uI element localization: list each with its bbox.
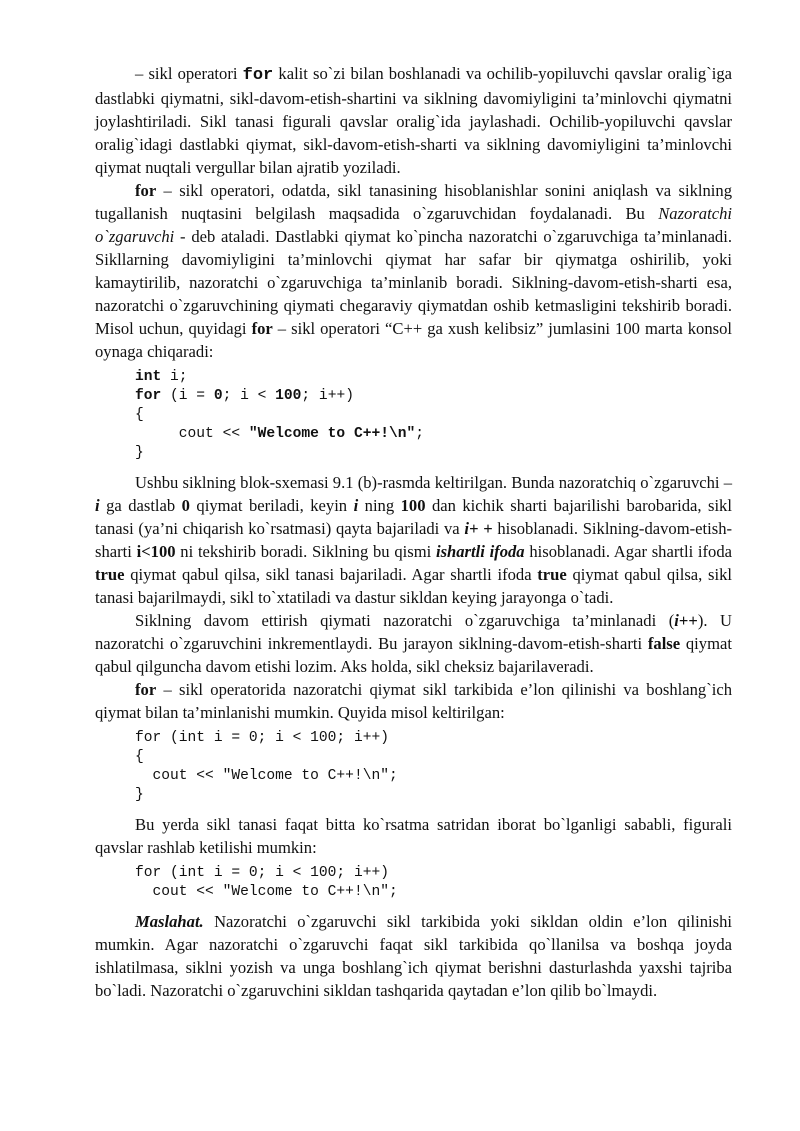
keyword-for: for [135, 680, 157, 699]
term-control-variable: Nazoratchi o`zgaruvchi [95, 204, 732, 246]
advice-label: Maslahat. [135, 912, 204, 931]
paragraph-advice: Maslahat. Nazoratchi o`zgaruvchi sikl tarkibida yoki sikldan oldin e’lon qilinishi mumkin. Agar nazoratchi o`zgaruvchi faqat sikl tarkibida qo`llanilsa va boshqa joyda ishlatilmasa, siklni yozish va unga boshlang`ich qiymat berishni dasturlashda yaxshi tajriba bo`ladi. Nazoratchi o`zgaruvchini sikldan tashqarida qaytadan e’lon qilib bo`lmaydi. [95, 912, 732, 1000]
keyword-for: for [251, 319, 273, 338]
paragraph-block-scheme: Ushbu siklning blok-sxemasi 9.1 (b)-rasmda keltirilgan. Bunda nazoratchiq o`zgaruvchi – i ga dastlab 0 qiymat beriladi, keyin i ning 100 dan kichik sharti bajarilishi barobarida, sikl tanasi (ya’ni chiqarish ko`rsatmasi) qayta bajariladi va i+ + hisoblanadi. Siklning-davom-etish-sharti i<100 ni tekshirib boradi. Siklning bu qismi ishartli ifoda hisoblanadi. Agar shartli ifoda true qiymat qabul qilsa, sikl tanasi bajariladi. Agar shartli ifoda true qiymat qabul qilsa, sikl tanasi bajarilmaydi, sikl to`xtatiladi va dastur sikldan keying jarayonga o`tadi. [95, 473, 733, 607]
code-example-3: for (int i = 0; i < 100; i++) cout << "Welcome to C++!\n"; [135, 865, 398, 900]
paragraph-single-statement: Bu yerda sikl tanasi faqat bitta ko`rsatma satridan iborat bo`lganligi sababli, figurali qavslar rashlab ketilishi mumkin: [95, 815, 732, 857]
code-example-2: for (int i = 0; i < 100; i++) { cout << "Welcome to C++!\n"; } [135, 730, 398, 803]
keyword-for: for [242, 66, 274, 85]
keyword-for: for [135, 181, 157, 200]
paragraph-increment: Siklning davom ettirish qiymati nazoratchi o`zgaruvchiga ta’minlanadi (i++). U nazoratchi o`zgaruvchini inkrementlaydi. Bu jarayon siklning-davom-etish-sharti false qiymat qabul qilguncha davom etishi lozim. Aks holda, sikl cheksiz bajarilaveradi. [95, 611, 732, 676]
paragraph-control-variable: for – sikl operatori, odatda, sikl tanasining hisoblanishlar sonini aniqlash va siklning tugallanish nuqtasini belgilash maqsadida o`zgaruvchidan foydalanadi. Bu Nazoratchi o`zgaruvchi - deb ataladi. Dastlabki qiymat ko`pincha nazoratchi o`zgaruvchiga ta’minlanadi. Sikllarning davomiyligini ta’minlovchi qiymat har safar bir qiymatga oshirilib, yoki kamaytirilib, nazoratchi o`zgaruvchiga ta’minlanib boradi. Siklning-davom-etish-sharti esa, nazoratchi o`zgaruvchining qiymati chegaraviy qiymatdan oshib ketmasligini tekshirib boradi. Misol uchun, quyidagi for – sikl operatori “C++ ga xush kelibsiz” jumlasini 100 marta konsol oynaga chiqaradi: [95, 181, 733, 361]
document-page [95, 62, 732, 1002]
code-example-1: int i; for (i = 0; i < 100; i++) { cout << "Welcome to C++!\n"; } [135, 369, 425, 461]
paragraph-for-syntax: – sikl operatori for kalit so`zi bilan boshlanadi va ochilib-yopiluvchi qavslar oralig`iga dastlabki qiymatni, sikl-davom-etish-shartini va siklning davomiyligini ta’minlovchi qiymatni joylashtiriladi. Sikl tanasi figurali qavslar oralig`ida jaylashadi. Ochilib-yopiluvchi qavslar oralig`idagi dastlabki qiymat, sikl-davom-etish-sharti va siklning davomiyligini ta’minlovchi qiymat nuqtali vergullar bilan ajratib yoziladi. [95, 64, 732, 177]
paragraph-declaration: for – sikl operatorida nazoratchi qiymat sikl tarkibida e’lon qilinishi va boshlang`ich qiymat bilan ta’minlanishi mumkin. Quyida misol keltirilgan: [95, 680, 732, 722]
